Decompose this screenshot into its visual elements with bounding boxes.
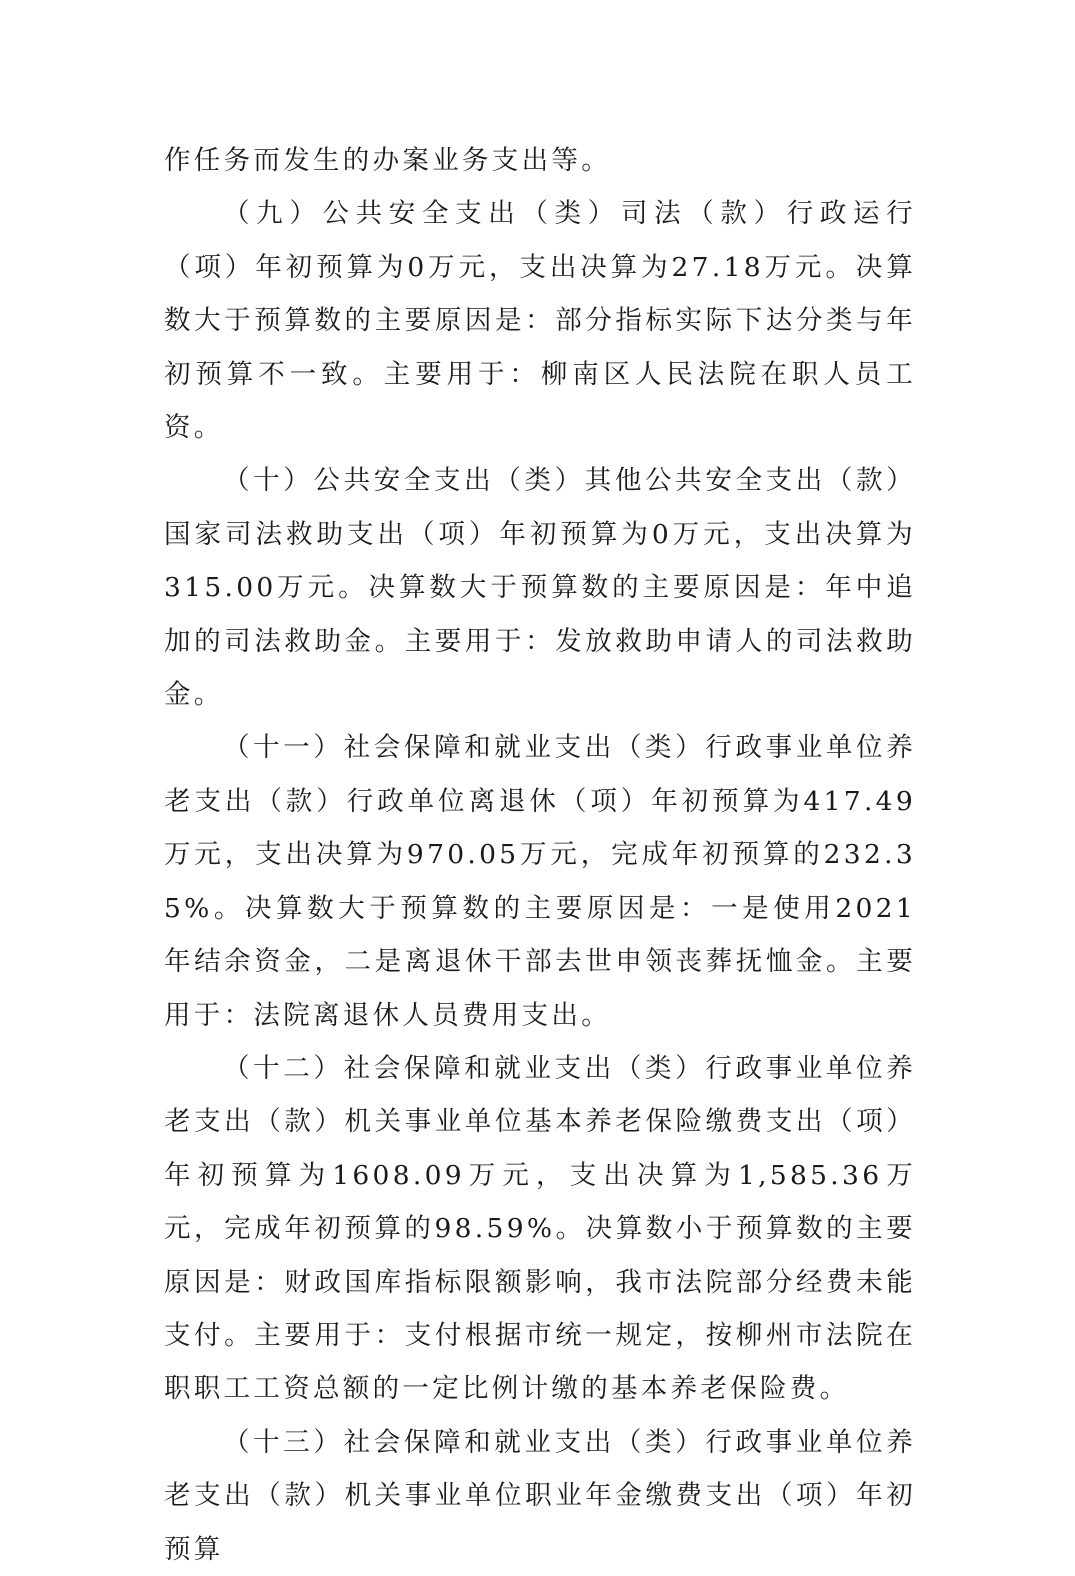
paragraph-item-10: （十）公共安全支出（类）其他公共安全支出（款）国家司法救助支出（项）年初预算为0万元，支出决算为315.00万元。决算数大于预算数的主要原因是：年中追加的司法救助金。主要用于：发放救助申请人的司法救助金。 bbox=[164, 465, 916, 711]
document-page bbox=[164, 134, 916, 1576]
paragraph-continuation: 作任务而发生的办案业务支出等。 bbox=[164, 145, 611, 176]
paragraph-item-12: （十二）社会保障和就业支出（类）行政事业单位养老支出（款）机关事业单位基本养老保险缴费支出（项）年初预算为1608.09万元，支出决算为1,585.36万元，完成年初预算的98.59%。决算数小于预算数的主要原因是：财政国库指标限额影响，我市法院部分经费未能支付。主要用于：支付根据市统一规定，按柳州市法院在职职工工资总额的一定比例计缴的基本养老保险费。 bbox=[164, 1052, 916, 1405]
paragraph-item-11: （十一）社会保障和就业支出（类）行政事业单位养老支出（款）行政单位离退休（项）年初预算为417.49万元，支出决算为970.05万元，完成年初预算的232.35%。决算数大于预算数的主要原因是：一是使用2021年结余资金，二是离退休干部去世申领丧葬抚恤金。主要用于：法院离退休人员费用支出。 bbox=[164, 732, 916, 1031]
paragraph-item-9: （九）公共安全支出（类）司法（款）行政运行（项）年初预算为0万元，支出决算为27.18万元。决算数大于预算数的主要原因是：部分指标实际下达分类与年初预算不一致。主要用于：柳南区人民法院在职人员工资。 bbox=[164, 198, 916, 444]
paragraph-item-13: （十三）社会保障和就业支出（类）行政事业单位养老支出（款）机关事业单位职业年金缴费支出（项）年初预算 bbox=[164, 1426, 916, 1565]
